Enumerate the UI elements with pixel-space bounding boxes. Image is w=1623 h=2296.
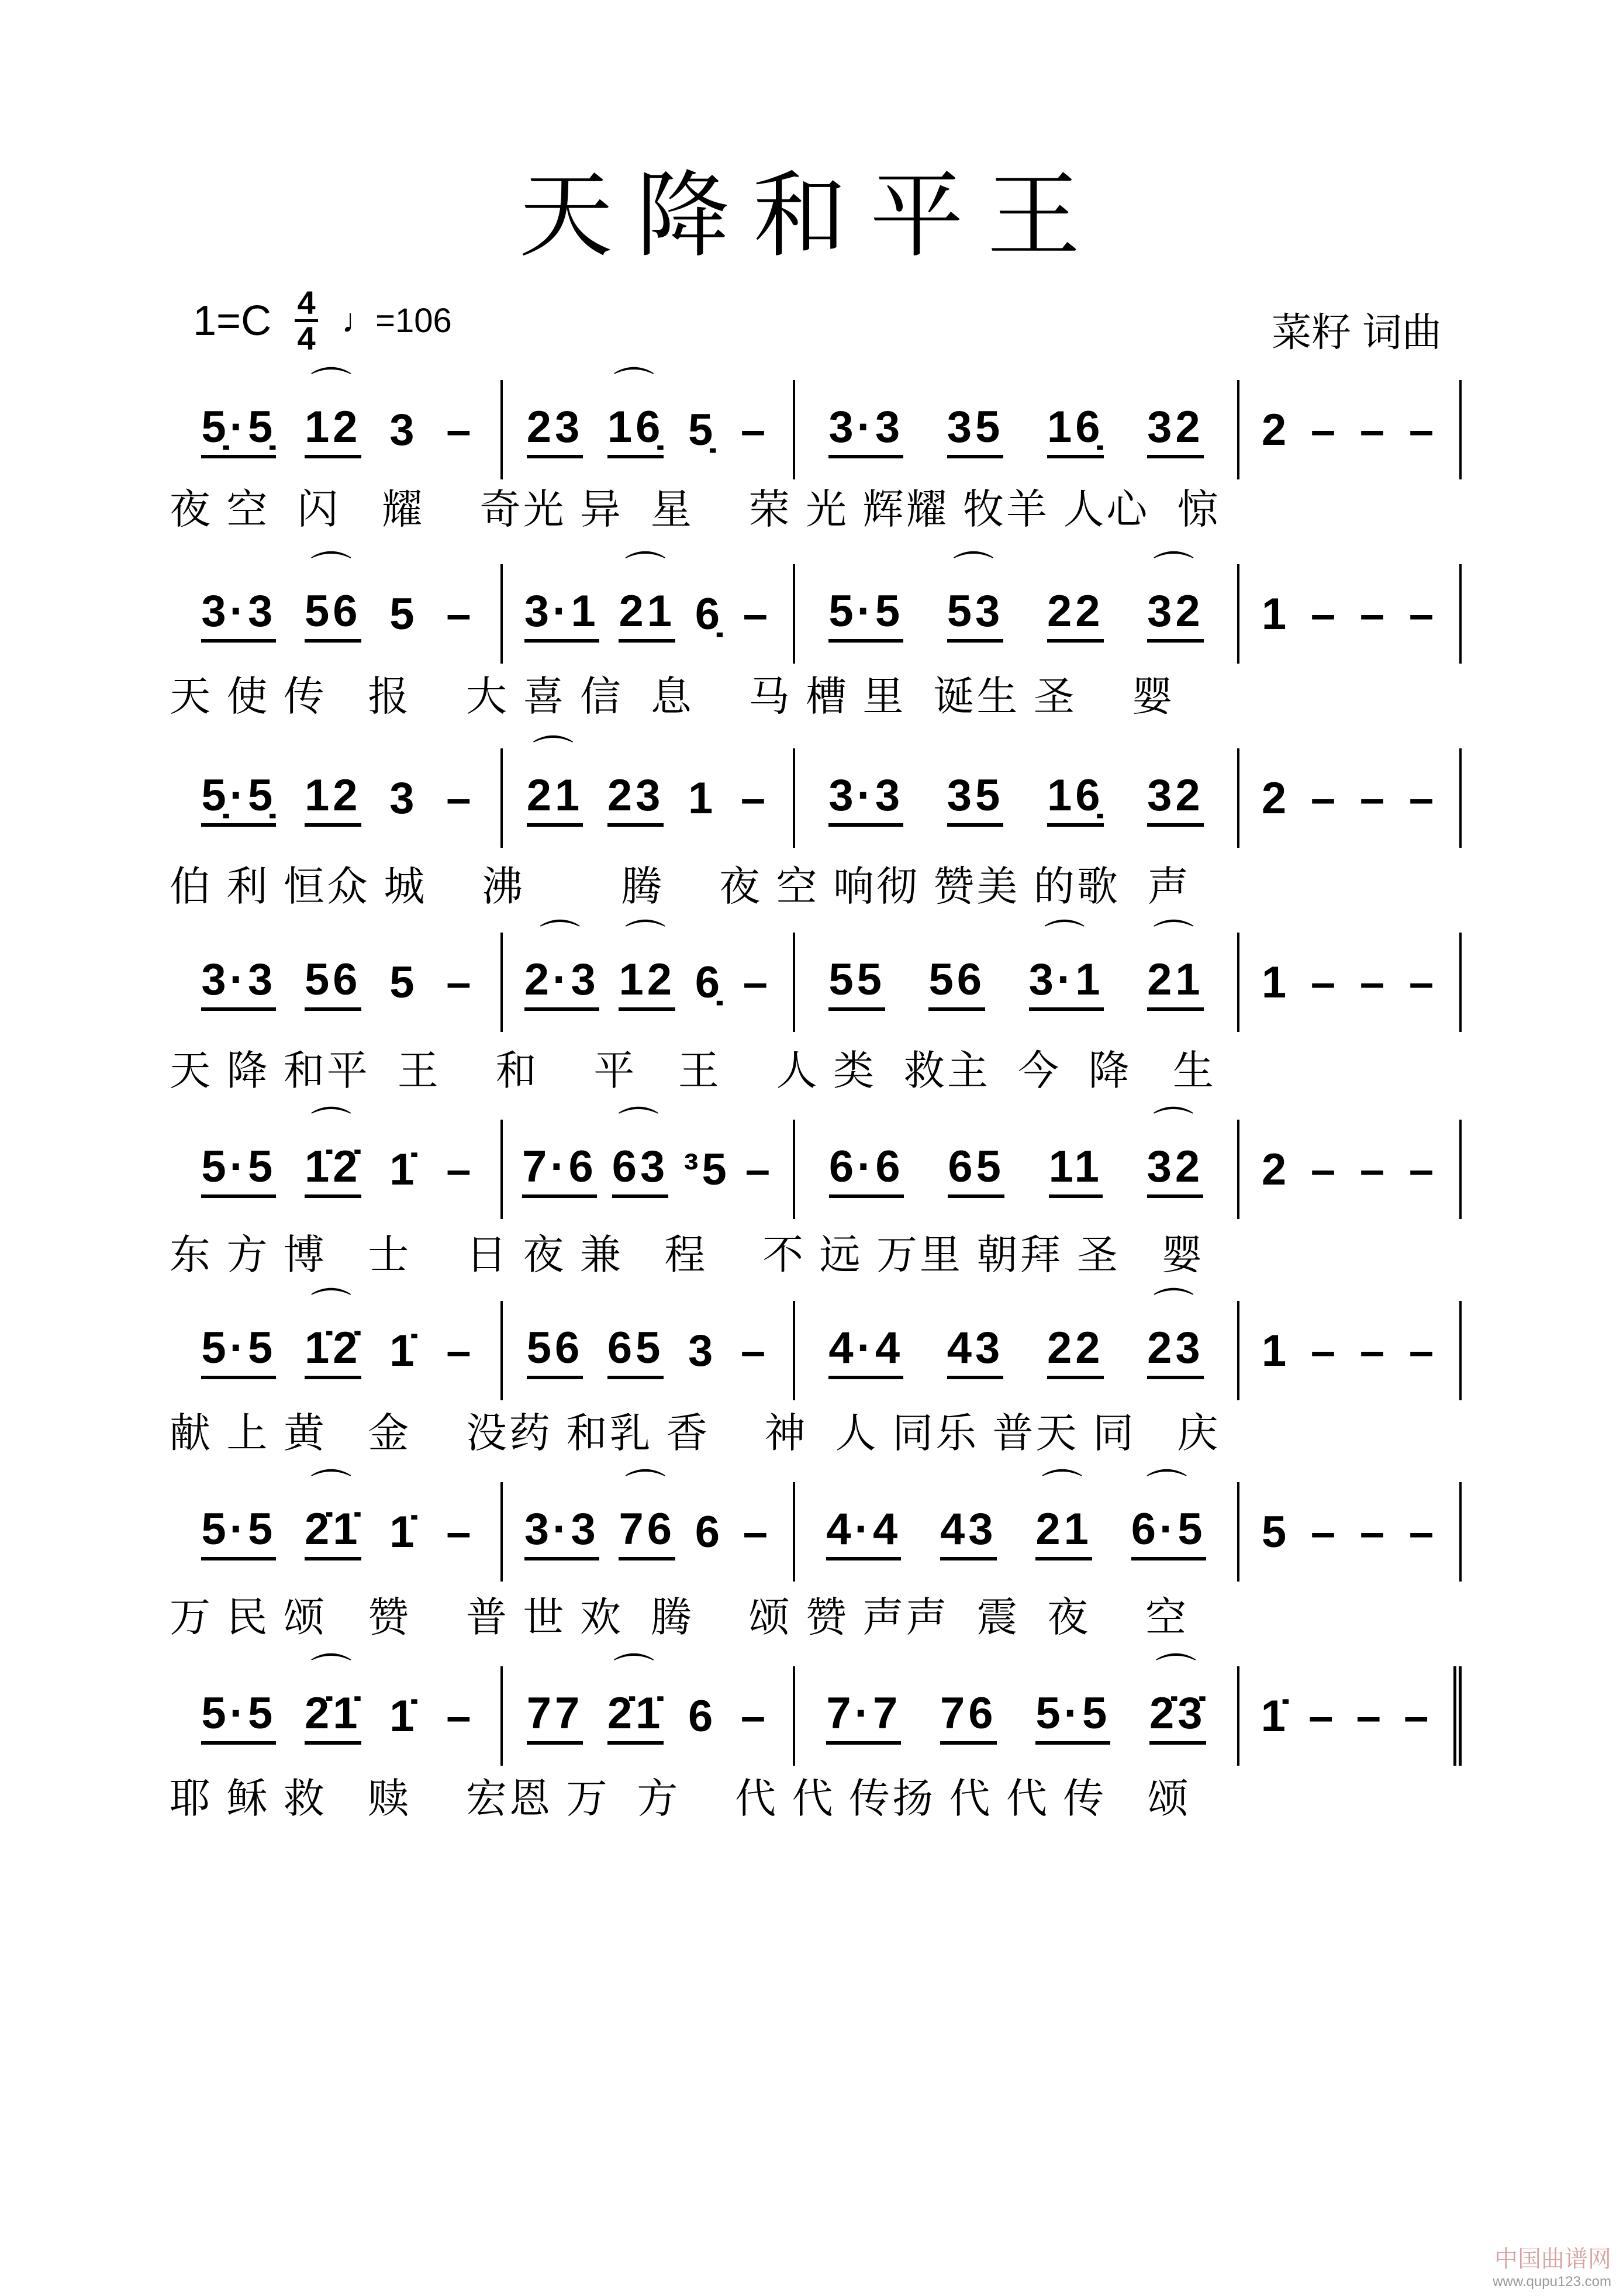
note-group: 1 [688, 773, 717, 823]
staff-row [175, 1104, 1462, 1219]
note-group: 16̣ [1047, 402, 1104, 458]
note-group: 5·5 [201, 1141, 276, 1198]
note-group: 5̣ [688, 405, 717, 455]
note-group: 23 ⌒ [1147, 1323, 1204, 1379]
note-group: 1̇ [389, 1691, 418, 1741]
lyrics-line: 耶 稣 救 赎 宏恩 万 方 代 代 传扬 代 代 传 颂 [170, 1776, 1191, 1821]
slur-mark: ⌒ [618, 1104, 663, 1150]
time-signature [295, 286, 318, 355]
note-group: 32 [1147, 402, 1204, 458]
lyrics-line: 夜 空 闪 耀 奇光 异 星 荣 光 辉耀 牧羊 人心 惊 [170, 486, 1221, 532]
note-group: 56 [305, 954, 361, 1011]
note-group: 55 [828, 954, 885, 1011]
note-group: – [1359, 589, 1389, 639]
measure [795, 548, 1239, 664]
note-group: 1̇ [1261, 1691, 1289, 1741]
note-group: 4·4 [828, 1323, 903, 1379]
note-group: 1̇ [389, 1144, 418, 1194]
note-group: 35 [947, 402, 1004, 458]
note-group: – [740, 1325, 769, 1376]
note-group: – [446, 957, 475, 1007]
note-group: – [740, 405, 769, 455]
note-group: – [1359, 1144, 1389, 1194]
note-group: – [1404, 1691, 1432, 1741]
measure [503, 1301, 795, 1400]
lyrics-line: 献 上 黄 金 没药 和乳 香 神 人 同乐 普天 同 庆 [170, 1410, 1221, 1456]
note-group: – [446, 1507, 475, 1557]
note-group: 23 [607, 770, 664, 827]
note-group: 43 [947, 1323, 1004, 1379]
note-group: – [740, 1691, 769, 1741]
measure [503, 917, 795, 1032]
note-group: 1̇2̇ ⌒ [305, 1323, 361, 1379]
note-group: 77 [527, 1688, 583, 1745]
note-group: – [743, 589, 772, 639]
note-group: 5·5 [828, 586, 903, 643]
note-group: – [446, 773, 475, 823]
note-group: 7·6 [522, 1141, 597, 1198]
slur-mark: ⌒ [310, 1466, 355, 1513]
staff-row [175, 1651, 1462, 1766]
slur-mark: ⌒ [1152, 1104, 1197, 1150]
song-title: 天降和平王 [519, 161, 1104, 270]
measure [795, 917, 1239, 1032]
measure [795, 1285, 1239, 1400]
slur-mark: ⌒ [1153, 548, 1198, 595]
note-group: – [1310, 1144, 1339, 1194]
slur-mark: ⌒ [1041, 1466, 1086, 1513]
note-group: 1̇2̇ ⌒ [305, 1141, 361, 1198]
slur-mark: ⌒ [624, 548, 669, 595]
note-group: 32 ⌒ [1147, 586, 1204, 643]
lyrics-line: 东 方 博 士 日 夜 兼 程 不 远 万里 朝拜 圣 婴 [170, 1232, 1205, 1278]
note-group: – [1408, 773, 1438, 823]
slur-mark: ⌒ [310, 1651, 355, 1697]
note-group: 63 ⌒ [612, 1141, 669, 1198]
measure [503, 1651, 795, 1766]
note-group: 56 [527, 1323, 583, 1379]
note-group: – [1308, 1691, 1337, 1741]
note-group: 3·3 [828, 770, 903, 827]
measure [503, 364, 795, 479]
slur-mark: ⌒ [1153, 917, 1198, 963]
note-group: – [1408, 957, 1438, 1007]
note-group: 56 ⌒ [305, 586, 361, 643]
slur-mark: ⌒ [1155, 1651, 1200, 1697]
measure [1239, 1482, 1462, 1582]
note-group: 1̇ [389, 1507, 418, 1557]
note-group: 2̇3̇ ⌒ [1149, 1688, 1206, 1745]
note-group: 1 [1261, 589, 1290, 639]
note-group: 4·4 [826, 1504, 901, 1560]
measure [175, 1466, 503, 1582]
lyrics-line: 天 使 传 报 大 喜 信 息 马 槽 里 诞生 圣 婴 [170, 674, 1175, 719]
measure [1239, 933, 1462, 1032]
staff-row [175, 917, 1462, 1032]
measure [1239, 380, 1462, 479]
note-group: 12 ⌒ [619, 954, 675, 1011]
time-top: 4 [297, 284, 316, 321]
staff-row [175, 733, 1462, 848]
note-group: 23 [527, 402, 583, 458]
slur-mark: ⌒ [953, 548, 998, 595]
note-group: – [1359, 957, 1389, 1007]
watermark-logo [1493, 2240, 1611, 2290]
note-group: – [446, 1325, 475, 1376]
slur-mark: ⌒ [539, 917, 584, 963]
staff-row [175, 1466, 1462, 1582]
note-group: 3·3 [201, 954, 276, 1011]
measure [175, 548, 503, 664]
note-group: 3·1 [524, 586, 599, 643]
measure [1239, 748, 1462, 848]
note-group: 1 [1261, 1325, 1290, 1376]
note-group: 2·3 ⌒ [524, 954, 599, 1011]
note-group: 3·3 [201, 586, 276, 643]
note-group: 6̣ [695, 589, 724, 639]
note-group: 21 ⌒ [619, 586, 675, 643]
note-group: 2̇1̇ ⌒ [607, 1688, 664, 1745]
measure [795, 1651, 1239, 1766]
staff-row [175, 364, 1462, 479]
note-group: – [446, 589, 475, 639]
note-group: 2 [1261, 773, 1290, 823]
note-group: – [745, 1144, 774, 1194]
note-group: 5 [389, 589, 418, 639]
note-group: 56 [928, 954, 985, 1011]
note-group: 76 ⌒ [619, 1504, 675, 1560]
note-group: – [1356, 1691, 1384, 1741]
note-group: 53 ⌒ [947, 586, 1004, 643]
tempo-marking: ♩=106 [341, 302, 452, 340]
note-group: – [1408, 1507, 1438, 1557]
song-meta [193, 286, 452, 355]
note-group: – [446, 1144, 475, 1194]
note-group: – [1359, 1325, 1389, 1376]
note-group: 21 ⌒ [1035, 1504, 1092, 1560]
note-group: 22 [1047, 586, 1104, 643]
measure [503, 548, 795, 664]
measure [795, 380, 1239, 479]
slur-mark: ⌒ [613, 364, 658, 410]
note-group: 5·5 [201, 1688, 276, 1745]
measure [795, 1466, 1239, 1582]
note-group: 5 [389, 957, 418, 1007]
note-group: – [1408, 405, 1438, 455]
note-group: 3·3 [524, 1504, 599, 1560]
note-group: 5·5 [201, 1504, 276, 1560]
note-group: – [1359, 405, 1389, 455]
measure [503, 1104, 795, 1219]
measure [175, 1285, 503, 1400]
measure [175, 933, 503, 1032]
note-group: 3 [389, 405, 418, 455]
note-group: – [446, 405, 475, 455]
note-group: – [1408, 1325, 1438, 1376]
slur-mark: ⌒ [1153, 1285, 1198, 1331]
note-group: – [1408, 1144, 1438, 1194]
note-group: 5 [1261, 1507, 1290, 1557]
note-group: 3·3 [828, 402, 903, 458]
measure [503, 1466, 795, 1582]
note-group: – [1359, 773, 1389, 823]
slur-mark: ⌒ [1146, 1466, 1191, 1513]
slur-mark: ⌒ [310, 1285, 355, 1331]
note-group: 76 [940, 1688, 997, 1745]
note-group: 22 [1047, 1323, 1104, 1379]
watermark-url: www.qupu123.com [1493, 2274, 1611, 2290]
measure [503, 733, 795, 848]
note-group: – [1310, 957, 1339, 1007]
note-group: 32 ⌒ [1147, 1141, 1204, 1198]
note-group: 21 ⌒ [527, 770, 583, 827]
key-signature: 1=C [193, 297, 272, 344]
note-group: 6·6 [829, 1141, 904, 1198]
measure [795, 748, 1239, 848]
note-group: 2̇1̇ ⌒ [305, 1688, 361, 1745]
note-group: 32 [1147, 770, 1204, 827]
note-group: – [740, 773, 769, 823]
note-group: 5̣·5̣ [201, 402, 276, 458]
note-group: 6̣ [695, 957, 724, 1007]
slur-mark: ⌒ [310, 364, 355, 410]
note-group: 5̣·5̣ [201, 770, 276, 827]
note-group: 12 ⌒ [305, 402, 361, 458]
note-group: – [1310, 1325, 1339, 1376]
measure [175, 1104, 503, 1219]
note-group: 21 ⌒ [1147, 954, 1204, 1011]
note-group: 65 [948, 1141, 1004, 1198]
lyrics-line: 天 降 和平 王 和 平 王 人 类 救主 今 降 生 [170, 1048, 1216, 1093]
note-group: 16̣ ⌒ [607, 402, 664, 458]
note-group: – [1310, 405, 1339, 455]
note-group: 3 [688, 1325, 717, 1376]
note-group: – [743, 1507, 772, 1557]
note-group: 12 [305, 770, 361, 827]
slur-mark: ⌒ [310, 1104, 355, 1150]
note-group: 35 [947, 770, 1004, 827]
note-group: 5·5 [1035, 1688, 1110, 1745]
time-bottom: 4 [297, 320, 316, 357]
note-group: – [1310, 773, 1339, 823]
slur-mark: ⌒ [533, 733, 578, 779]
measure [175, 748, 503, 848]
note-group: 1 [1261, 957, 1290, 1007]
lyrics-line: 伯 利 恒众 城 沸 腾 夜 空 响彻 赞美 的歌 声 [170, 864, 1191, 909]
staff-row [175, 548, 1462, 664]
measure [1239, 1301, 1462, 1400]
measure [175, 1651, 503, 1766]
lyrics-line: 万 民 颂 赞 普 世 欢 腾 颂 赞 声声 震 夜 空 [170, 1594, 1189, 1640]
note-group: 2̇1̇ ⌒ [305, 1504, 361, 1560]
note-group: 16̣ [1047, 770, 1104, 827]
note-group: – [1310, 1507, 1339, 1557]
note-group: – [1408, 589, 1438, 639]
slur-mark: ⌒ [1044, 917, 1089, 963]
slur-mark: ⌒ [624, 1466, 669, 1513]
note-group: 7·7 [826, 1688, 901, 1745]
watermark-name: 中国曲谱网 [1494, 2246, 1611, 2272]
slur-mark: ⌒ [624, 917, 669, 963]
note-group: ³5 [683, 1144, 730, 1194]
note-group: 3·1 ⌒ [1029, 954, 1104, 1011]
note-group: 2 [1261, 1144, 1290, 1194]
note-group: 6 [695, 1507, 724, 1557]
slur-mark: ⌒ [310, 548, 355, 595]
measure [175, 364, 503, 479]
note-group: 11 [1049, 1141, 1103, 1198]
note-group: 1̇ [389, 1325, 418, 1376]
note-group: 43 [940, 1504, 997, 1560]
note-group: 3 [389, 773, 418, 823]
note-group: 6 [688, 1691, 717, 1741]
note-group: 2 [1261, 405, 1290, 455]
measure [1239, 564, 1462, 664]
author-credit: 菜籽 词曲 [1272, 310, 1442, 355]
note-group: 5·5 [201, 1323, 276, 1379]
measure [795, 1104, 1239, 1219]
slur-mark: ⌒ [613, 1651, 658, 1697]
note-group: – [743, 957, 772, 1007]
staff-row [175, 1285, 1462, 1400]
measure [1239, 1120, 1462, 1219]
note-group: – [446, 1691, 475, 1741]
measure [1239, 1666, 1462, 1766]
note-group: 65 [607, 1323, 664, 1379]
note-group: 6·5 ⌒ [1131, 1504, 1206, 1560]
note-group: – [1359, 1507, 1389, 1557]
note-group: – [1310, 589, 1339, 639]
